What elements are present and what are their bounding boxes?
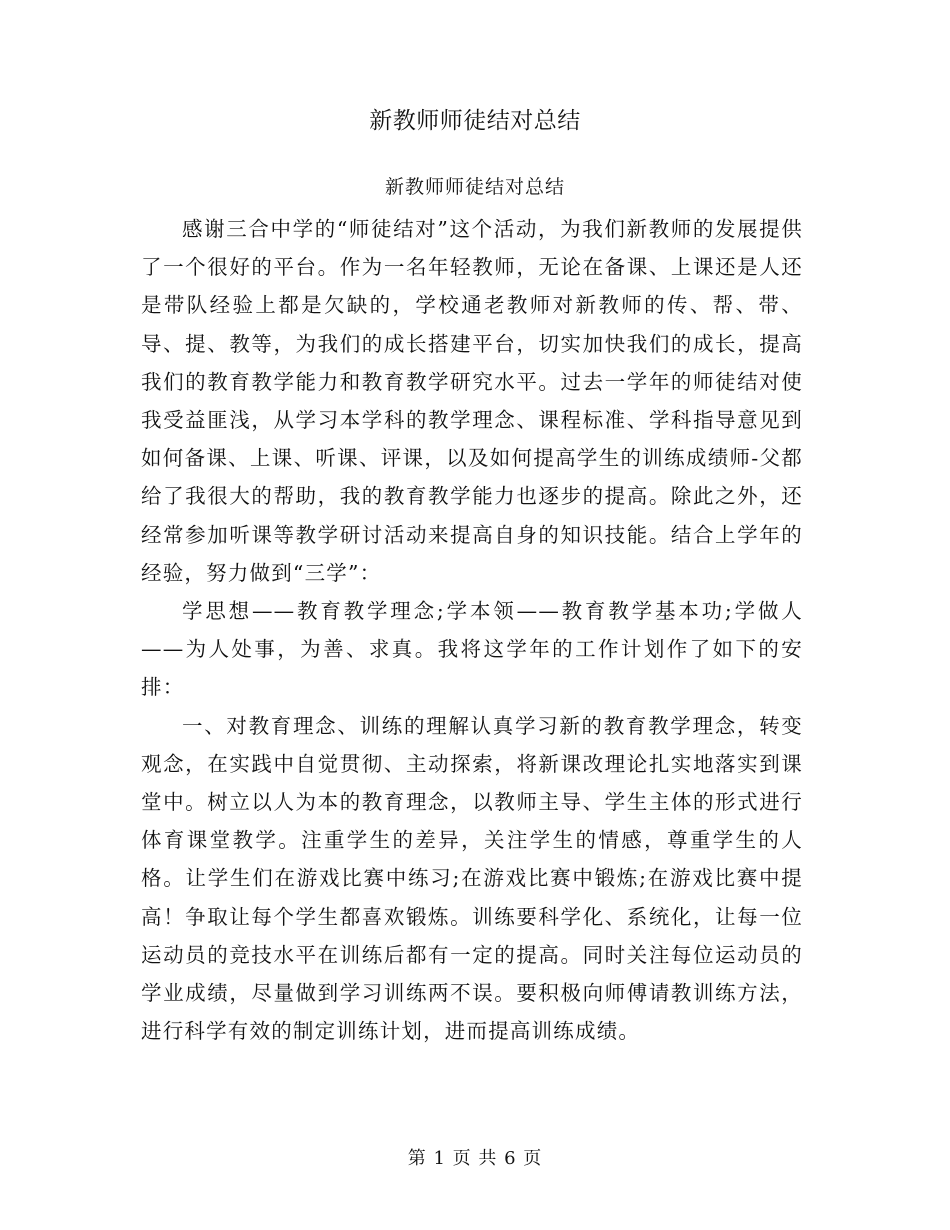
page-number-footer: 第 1 页 共 6 页 <box>407 1148 543 1169</box>
paragraph: 一、对教育理念、训练的理解认真学习新的教育教学理念，转变观念，在实践中自觉贯彻、主动探索，将新课改理论扎实地落实到课堂中。树立以人为本的教育理念，以教师主导、学生主体的形式进行体育课堂教学。注重学生的差异，关注学生的情感，尊重学生的人格。让学生们在游戏比赛中练习;在游戏比赛中锻炼;在游戏比赛中提高！争取让每个学生都喜欢锻炼。训练要科学化、系统化，让每一位运动员的竞技水平在训练后都有一定的提高。同时关注每位运动员的学业成绩，尽量做到学习训练两不误。要积极向师傅请教训练方法，进行科学有效的制定训练计划，进而提高训练成绩。 <box>141 713 803 1044</box>
document-title: 新教师师徒结对总结 <box>369 108 581 134</box>
document-body <box>141 210 803 1050</box>
document-subtitle: 新教师师徒结对总结 <box>384 176 565 198</box>
paragraph: 学思想——教育教学理念;学本领——教育教学基本功;学做人——为人处事，为善、求真。我将这学年的工作计划作了如下的安排： <box>141 599 803 700</box>
paragraph: 感谢三合中学的“师徒结对”这个活动，为我们新教师的发展提供了一个很好的平台。作为一名年轻教师，无论在备课、上课还是人还是带队经验上都是欠缺的，学校通老教师对新教师的传、帮、带、导、提、教等，为我们的成长搭建平台，切实加快我们的成长，提高我们的教育教学能力和教育教学研究水平。过去一学年的师徒结对使我受益匪浅，从学习本学科的教学理念、课程标准、学科指导意见到如何备课、上课、听课、评课，以及如何提高学生的训练成绩师-父都给了我很大的帮助，我的教育教学能力也逐步的提高。除此之外，还经常参加听课等教学研讨活动来提高自身的知识技能。结合上学年的经验，努力做到“三学”： <box>141 217 803 585</box>
